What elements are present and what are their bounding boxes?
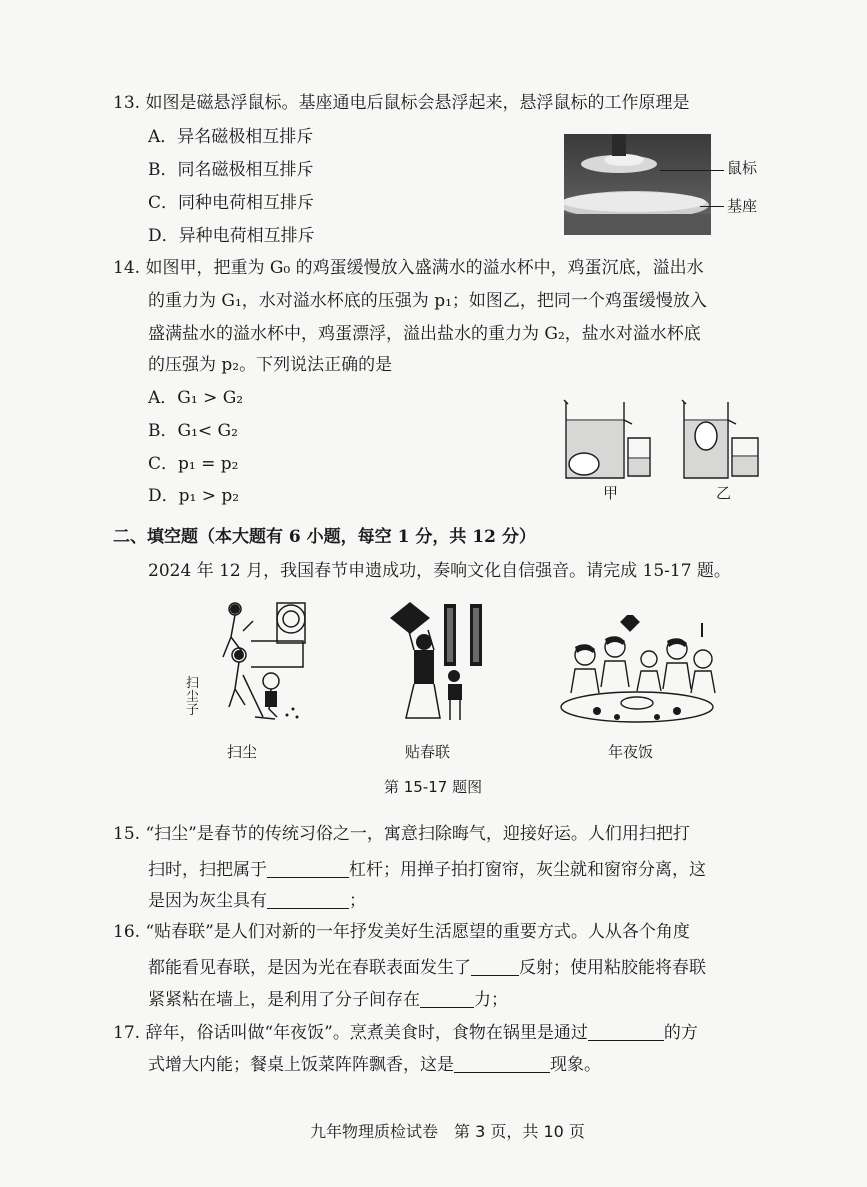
- figure-caption: 第 15-17 题图: [384, 778, 483, 796]
- base-label: 基座: [727, 197, 758, 215]
- sweeping-dust-inner-text: 扫尘子: [186, 676, 200, 719]
- q15-line-1: [113, 826, 690, 843]
- q15-line-3: [148, 890, 366, 910]
- q16-text-1: “贴春联”是人们对新的一年抒发美好生活愿望的重要方式。人从各个角度: [145, 922, 690, 942]
- q13-option-b: B．同名磁极相互排斥: [148, 160, 314, 180]
- base-leader-line: [700, 206, 724, 207]
- couplet-illustration: [388, 600, 492, 722]
- q16-text-3a: 紧紧粘在墙上，是利用了分子间存在: [148, 990, 420, 1010]
- q13-stem: [113, 95, 689, 112]
- sweeping-dust-illustration: [183, 597, 308, 724]
- q15-number: 15.: [113, 824, 141, 844]
- q14-stem-line-1: [113, 260, 704, 277]
- q15-text-3a: 是因为灰尘具有: [148, 891, 267, 911]
- q13-stem-text: 如图是磁悬浮鼠标。基座通电后鼠标会悬浮起来，悬浮鼠标的工作原理是: [145, 93, 690, 113]
- q15-text-1: “扫尘”是春节的传统习俗之一，寓意扫除晦气，迎接好运。人们用扫把打: [145, 824, 690, 844]
- section-2-intro: 2024 年 12 月，我国春节申遗成功，奏响文化自信强音。请完成 15-17 题。: [148, 561, 731, 581]
- section-2-title: 二、填空题（本大题有 6 小题，每空 1 分，共 12 分）: [113, 527, 536, 547]
- q17-blank-2[interactable]: [454, 1054, 550, 1073]
- q16-line-1: [113, 924, 690, 941]
- overflow-cups-figure: [560, 398, 775, 482]
- q17-line-2: [148, 1054, 601, 1074]
- cup-label-left: 甲: [603, 484, 619, 502]
- page-footer: 九年物理质检试卷 第 3 页，共 10 页: [310, 1122, 585, 1141]
- q14-stem-line-3: 盛满盐水的溢水杯中，鸡蛋漂浮，溢出盐水的重力为 G₂，盐水对溢水杯底: [148, 324, 701, 344]
- q13-option-c: C．同种电荷相互排斥: [148, 193, 315, 213]
- caption-couplet: 贴春联: [405, 743, 451, 761]
- q17-number: 17.: [113, 1023, 141, 1043]
- q15-line-2: [148, 859, 706, 879]
- q16-line-3: [148, 989, 508, 1009]
- q17-text-1a: 辞年，俗话叫做“年夜饭”。烹煮美食时，食物在锅里是通过: [145, 1023, 588, 1043]
- q13-number: 13.: [113, 93, 141, 113]
- q15-text-3b: ；: [349, 891, 366, 911]
- cup-label-right: 乙: [716, 484, 732, 502]
- q14-stem-text-1: 如图甲，把重为 G₀ 的鸡蛋缓慢放入盛满水的溢水杯中，鸡蛋沉底，溢出水: [145, 258, 704, 278]
- q16-blank-1[interactable]: [471, 957, 519, 976]
- q15-blank-1[interactable]: [267, 859, 349, 878]
- q14-option-a: A．G₁ > G₂: [148, 388, 244, 408]
- mouse-leader-line: [660, 170, 724, 171]
- q15-text-2a: 扫时，扫把属于: [148, 860, 267, 880]
- q15-blank-2[interactable]: [267, 890, 349, 909]
- mouse-label: 鼠标: [727, 159, 758, 177]
- q14-stem-line-4: 的压强为 p₂。下列说法正确的是: [148, 355, 393, 375]
- q17-text-1b: 的方: [663, 1023, 698, 1043]
- q14-option-b: B．G₁< G₂: [148, 421, 238, 441]
- q15-text-2b: 杠杆；用掸子拍打窗帘，灰尘就和窗帘分离，这: [349, 860, 706, 880]
- q14-number: 14.: [113, 258, 141, 278]
- maglev-mouse-photo: [564, 134, 711, 235]
- reunion-dinner-illustration: [557, 615, 717, 724]
- q16-text-3b: 力；: [474, 990, 508, 1010]
- caption-sweeping-dust: 扫尘: [227, 743, 258, 761]
- q17-line-1: [113, 1022, 698, 1042]
- q17-text-2b: 现象。: [550, 1055, 601, 1075]
- q14-option-d: D．p₁ > p₂: [148, 486, 240, 506]
- q13-option-a: A．异名磁极相互排斥: [148, 127, 314, 147]
- q13-option-d: D．异种电荷相互排斥: [148, 226, 315, 246]
- q16-number: 16.: [113, 922, 141, 942]
- q14-stem-line-2: 的重力为 G₁，水对溢水杯底的压强为 p₁；如图乙，把同一个鸡蛋缓慢放入: [148, 291, 707, 311]
- q16-line-2: [148, 957, 706, 977]
- q14-option-c: C．p₁ = p₂: [148, 454, 239, 474]
- caption-reunion-dinner: 年夜饭: [608, 743, 654, 761]
- q17-blank-1[interactable]: [588, 1022, 664, 1041]
- q16-text-2b: 反射；使用粘胶能将春联: [519, 958, 706, 978]
- q16-blank-2[interactable]: [420, 989, 474, 1008]
- q17-text-2a: 式增大内能；餐桌上饭菜阵阵飘香，这是: [148, 1055, 454, 1075]
- q16-text-2a: 都能看见春联，是因为光在春联表面发生了: [148, 958, 471, 978]
